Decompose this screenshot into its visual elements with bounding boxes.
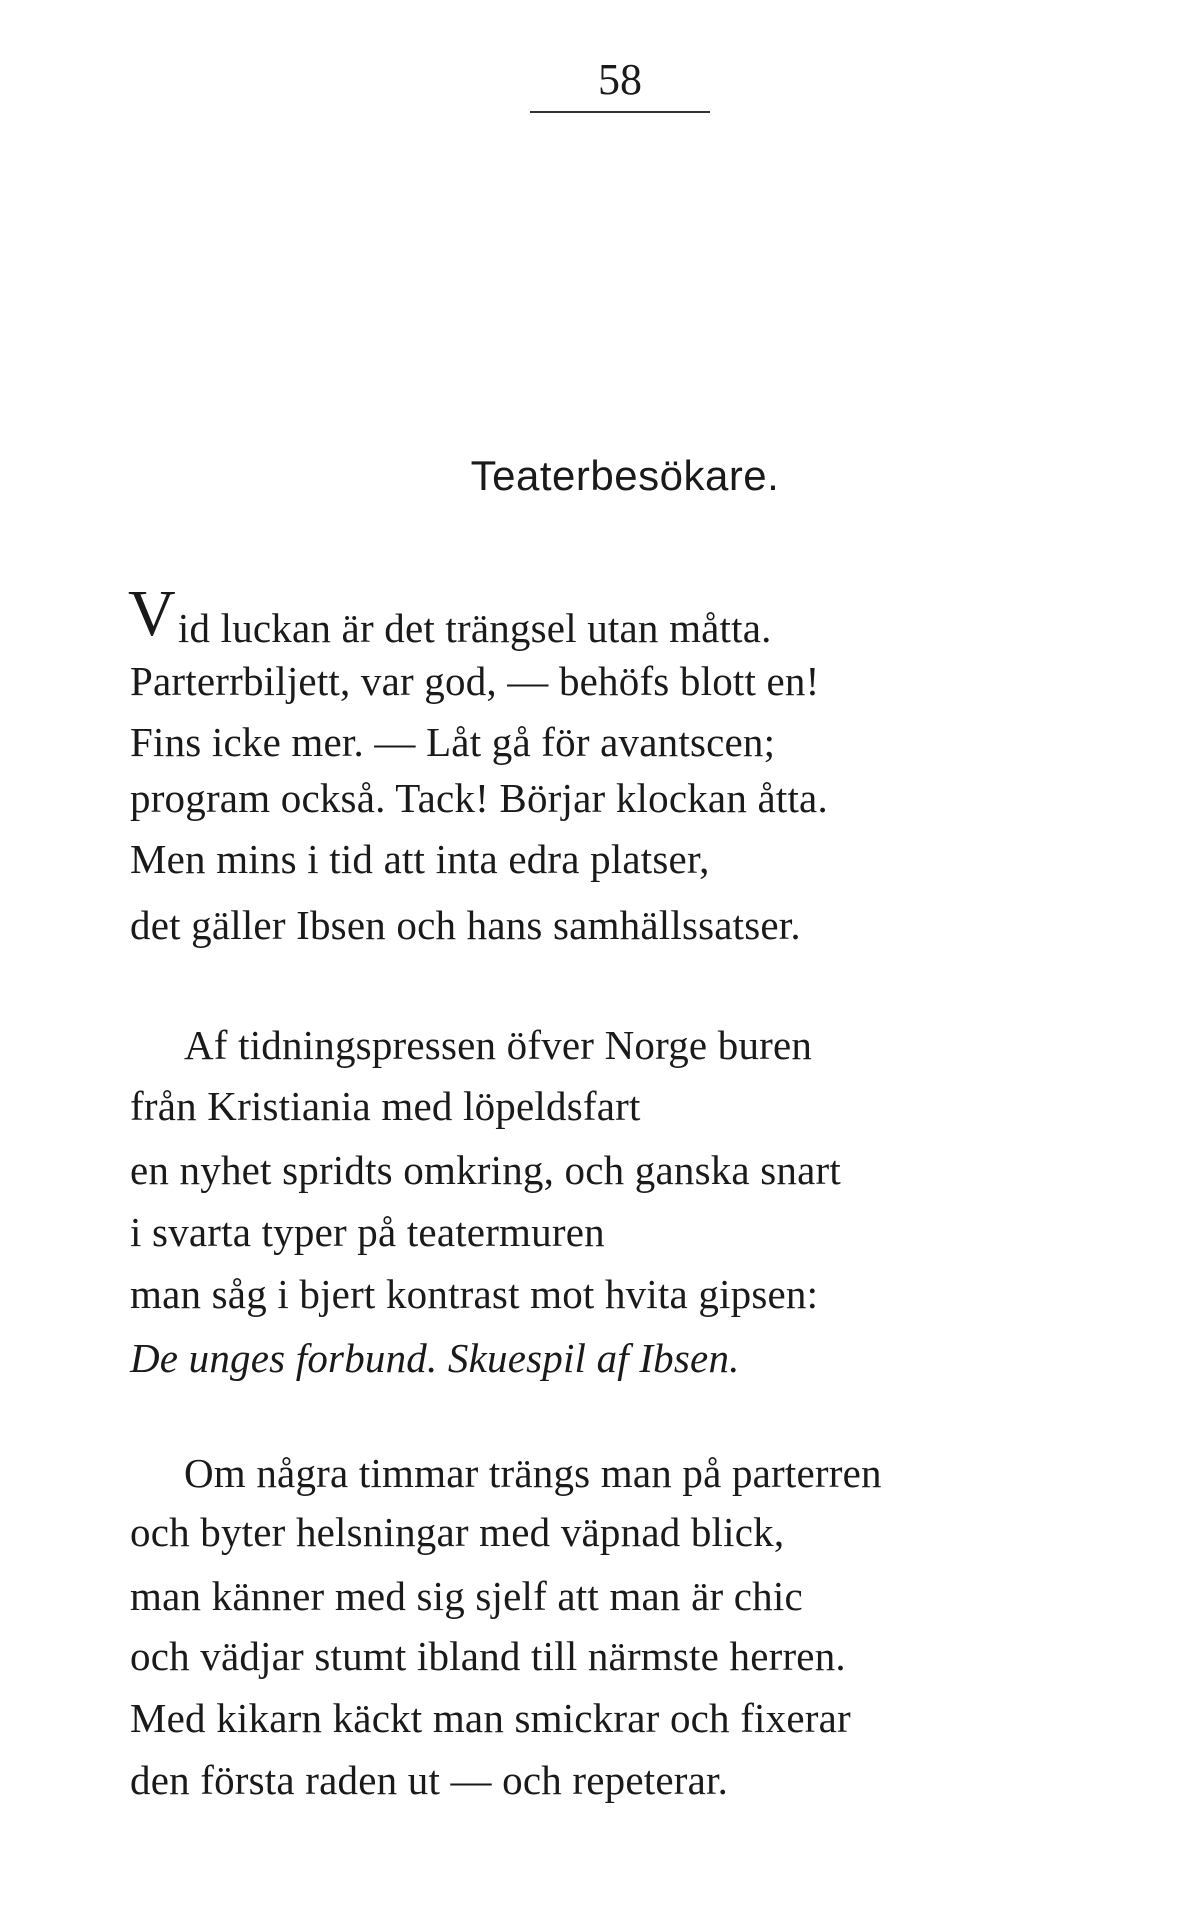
- poem-line: Med kikarn käckt man smickrar och fixerar: [130, 1695, 851, 1741]
- poem-line: i svarta typer på teatermuren: [130, 1209, 605, 1255]
- page-number-rule: [530, 111, 710, 113]
- poem-line: den första raden ut — och repeterar.: [130, 1757, 729, 1803]
- poem-line: [128, 577, 772, 658]
- poem-line: program också. Tack! Börjar klockan åtta.: [130, 775, 828, 821]
- poem-line: Parterrbiljett, var god, — behöfs blott en!: [130, 658, 820, 704]
- poem-line: det gäller Ibsen och hans samhällssatser.: [130, 902, 801, 948]
- poem-title: Teaterbesökare.: [470, 452, 780, 499]
- poem-line: Af tidningspressen öfver Norge buren: [184, 1022, 813, 1068]
- poem-line: och vädjar stumt ibland till närmste herren.: [130, 1633, 846, 1679]
- poem-line-text: id luckan är det trängsel utan måtta.: [177, 605, 772, 651]
- poem-line: en nyhet spridts omkring, och ganska snart: [130, 1147, 841, 1193]
- poem-line: Men mins i tid att inta edra platser,: [130, 836, 710, 882]
- poem-line: man känner med sig sjelf att man är chic: [130, 1573, 803, 1619]
- poem-line: och byter helsningar med väpnad blick,: [130, 1509, 785, 1555]
- poem-line: Fins icke mer. — Låt gå för avantscen;: [130, 719, 776, 765]
- poem-line-italic: De unges forbund. Skuespil af Ibsen.: [130, 1335, 740, 1381]
- drop-cap: V: [128, 577, 176, 650]
- page-number: 58: [598, 55, 642, 104]
- poem-line: Om några timmar trängs man på parterren: [184, 1450, 882, 1496]
- poem-line: man såg i bjert kontrast mot hvita gipsen:: [130, 1271, 819, 1317]
- poem-line: från Kristiania med löpeldsfart: [130, 1083, 641, 1129]
